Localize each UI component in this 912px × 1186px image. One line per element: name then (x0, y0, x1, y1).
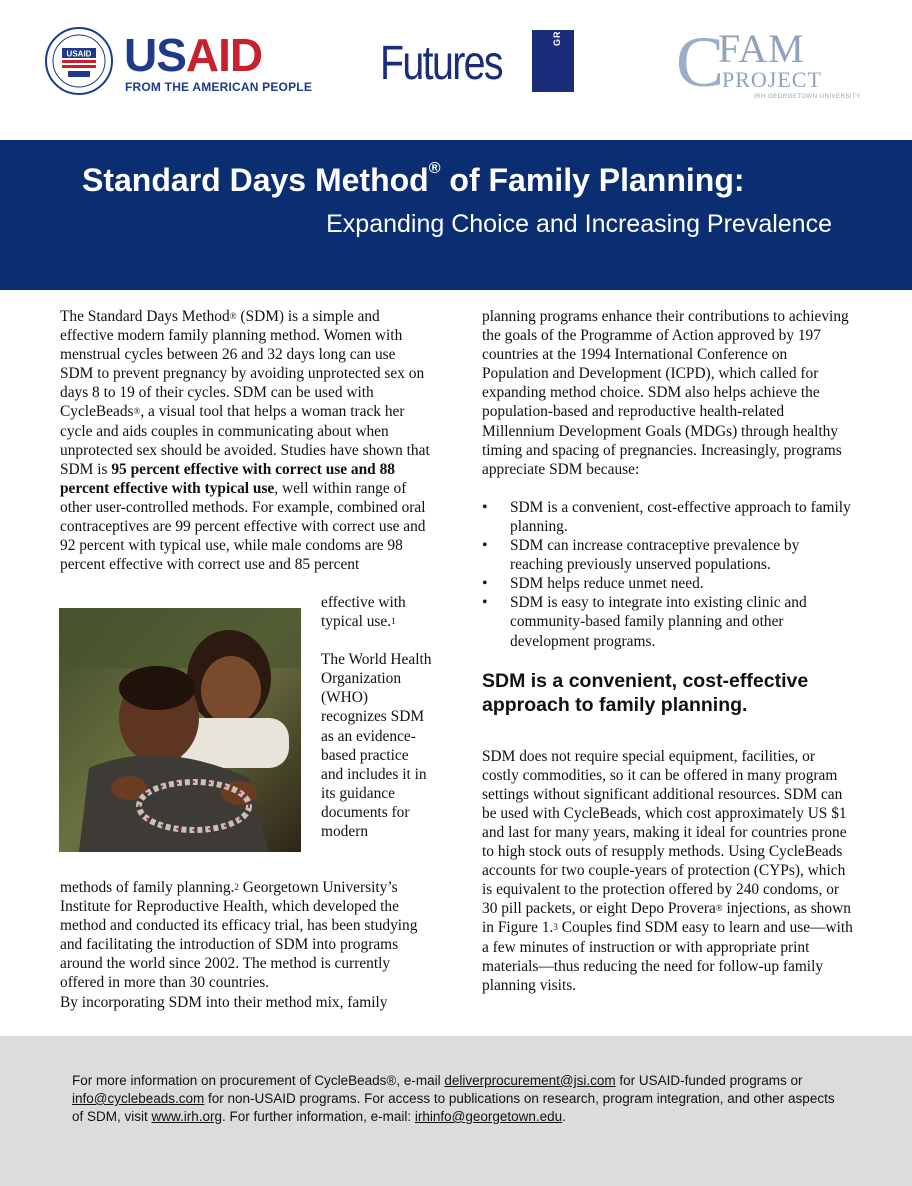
usaid-tagline: FROM THE AMERICAN PEOPLE (125, 80, 313, 94)
cost-paragraph: SDM does not require special equipment, facilities, or costly commodities, so it can be offered in many program settings without significant additional resources. SDM can be used with CycleBeads, which cost approximately US $1 and last for many years, making it ideal for countries prone to high stock outs of resupply methods. Using CycleBeads accounts for two couple-years of protection (CYPs), which is equivalent to the protection offered by 240 condoms, or 30 pill packets, or eight Depo Provera® injections, as shown in Figure 1.$^3$ Couples find SDM easy to learn and use—with a few minutes of instruction or with appropriate print materials—thus reducing the need for follow-up family planning visits. (482, 747, 853, 994)
list-item: • SDM can increase contraceptive prevalence by reaching previously unserved populations. (482, 536, 854, 574)
footer (0, 1036, 912, 1186)
usaid-logo (44, 26, 313, 96)
email-link-procurement[interactable]: deliverprocurement@jsi.com (444, 1073, 616, 1088)
footer-contact-text: For more information on procurement of CycleBeads®, e-mail deliverprocurement@jsi.com for USAID-funded programs or info@cyclebeads.com for non-USAID programs. For access to publications on research, program integration, and other aspects of SDM, visit www.irh.org. For further information, e-mail: irhinfo@georgetown.edu. (72, 1073, 835, 1124)
email-link-irh[interactable]: irhinfo@georgetown.edu (414, 1109, 563, 1124)
method-mix-paragraph: By incorporating SDM into their method mix, family (60, 993, 388, 1011)
wrap-text-column (321, 593, 433, 841)
list-item: • SDM helps reduce unmet need. (482, 574, 854, 593)
futures-wordmark: Futures (380, 37, 502, 90)
irh-website-link[interactable]: www.irh.org (151, 1109, 223, 1124)
usaid-wordmark: USAID (124, 29, 263, 81)
photo-image (59, 608, 301, 852)
section-heading: SDM is a convenient, cost-effective approach to family planning. (482, 669, 809, 716)
title-banner (0, 140, 912, 290)
left-column-top (60, 307, 432, 574)
couple-with-cyclebeads-photo (59, 608, 301, 852)
fam-c-mark: C (676, 22, 725, 102)
list-item: • SDM is easy to integrate into existing clinic and community-based family planning and other development programs. (482, 593, 854, 650)
page-subtitle: Expanding Choice and Increasing Prevalence (326, 210, 832, 238)
intro-paragraph: The Standard Days Method® (SDM) is a simple and effective modern family planning method. Women with menstrual cycles between 26 and 32 days long can use SDM to prevent pregnancy by avoiding unprotected sex on days 8 to 19 of their cycles. SDM can be used with CycleBeads®, a visual tool that helps a woman track her cycle and aids couples in communicating about when unprotected sex should be avoided. Studies have shown that SDM is 95 percent effective with correct use and 88 percent effective with typical use, well within range of other user-controlled methods. For example, combined oral contraceptives are 99 percent effective with correct use and 92 percent with typical use, while male condoms are 98 percent effective with correct use and 85 percent (60, 308, 430, 574)
right-column (482, 307, 854, 995)
logo-bar (0, 0, 912, 140)
georgetown-paragraph: methods of family planning.$^2$ Georgetown University’s Institute for Reproductive Health, which developed the method and conducted its efficacy trial, has been studying and facilitating the introduction of SDM into programs around the world since 2002. The method is currently offered in more than 30 countries. (60, 879, 418, 992)
fam-project-label: PROJECT (722, 67, 822, 92)
fam-project-logo (676, 22, 861, 104)
fam-wordmark: FAM (718, 26, 805, 71)
list-item: • SDM is a convenient, cost-effective approach to family planning. (482, 498, 854, 536)
goals-paragraph: planning programs enhance their contributions to achieving the goals of the Programme of Action approved by 197 countries at the 1994 International Conference on Population and Development (ICPD), which called for expanding method choice. SDM also helps achieve the population-based and reproductive health-related Millennium Development Goals (MDGs) through healthy timing and spacing of pregnancies. Increasingly, programs appreciate SDM because: (482, 308, 849, 478)
wrap-paragraph-2: The World Health Organization (WHO) recognizes SDM as an evidence-based practice and includes it in its guidance documents for modern (321, 651, 432, 841)
futures-group-logo (380, 7, 580, 100)
left-column-bottom (60, 878, 432, 1012)
svg-text:USAID: USAID (66, 49, 92, 59)
page-title: Standard Days Method® of Family Planning: (82, 160, 745, 198)
wrap-paragraph-1: effective with typical use.$^1$ (321, 594, 406, 631)
email-link-cyclebeads[interactable]: info@cyclebeads.com (72, 1091, 205, 1106)
futures-group-label: GROUP (552, 7, 562, 46)
benefits-list (482, 498, 854, 651)
usaid-seal-icon (44, 26, 114, 96)
fam-irh-label: IRH GEORGETOWN UNIVERSITY (754, 94, 861, 100)
